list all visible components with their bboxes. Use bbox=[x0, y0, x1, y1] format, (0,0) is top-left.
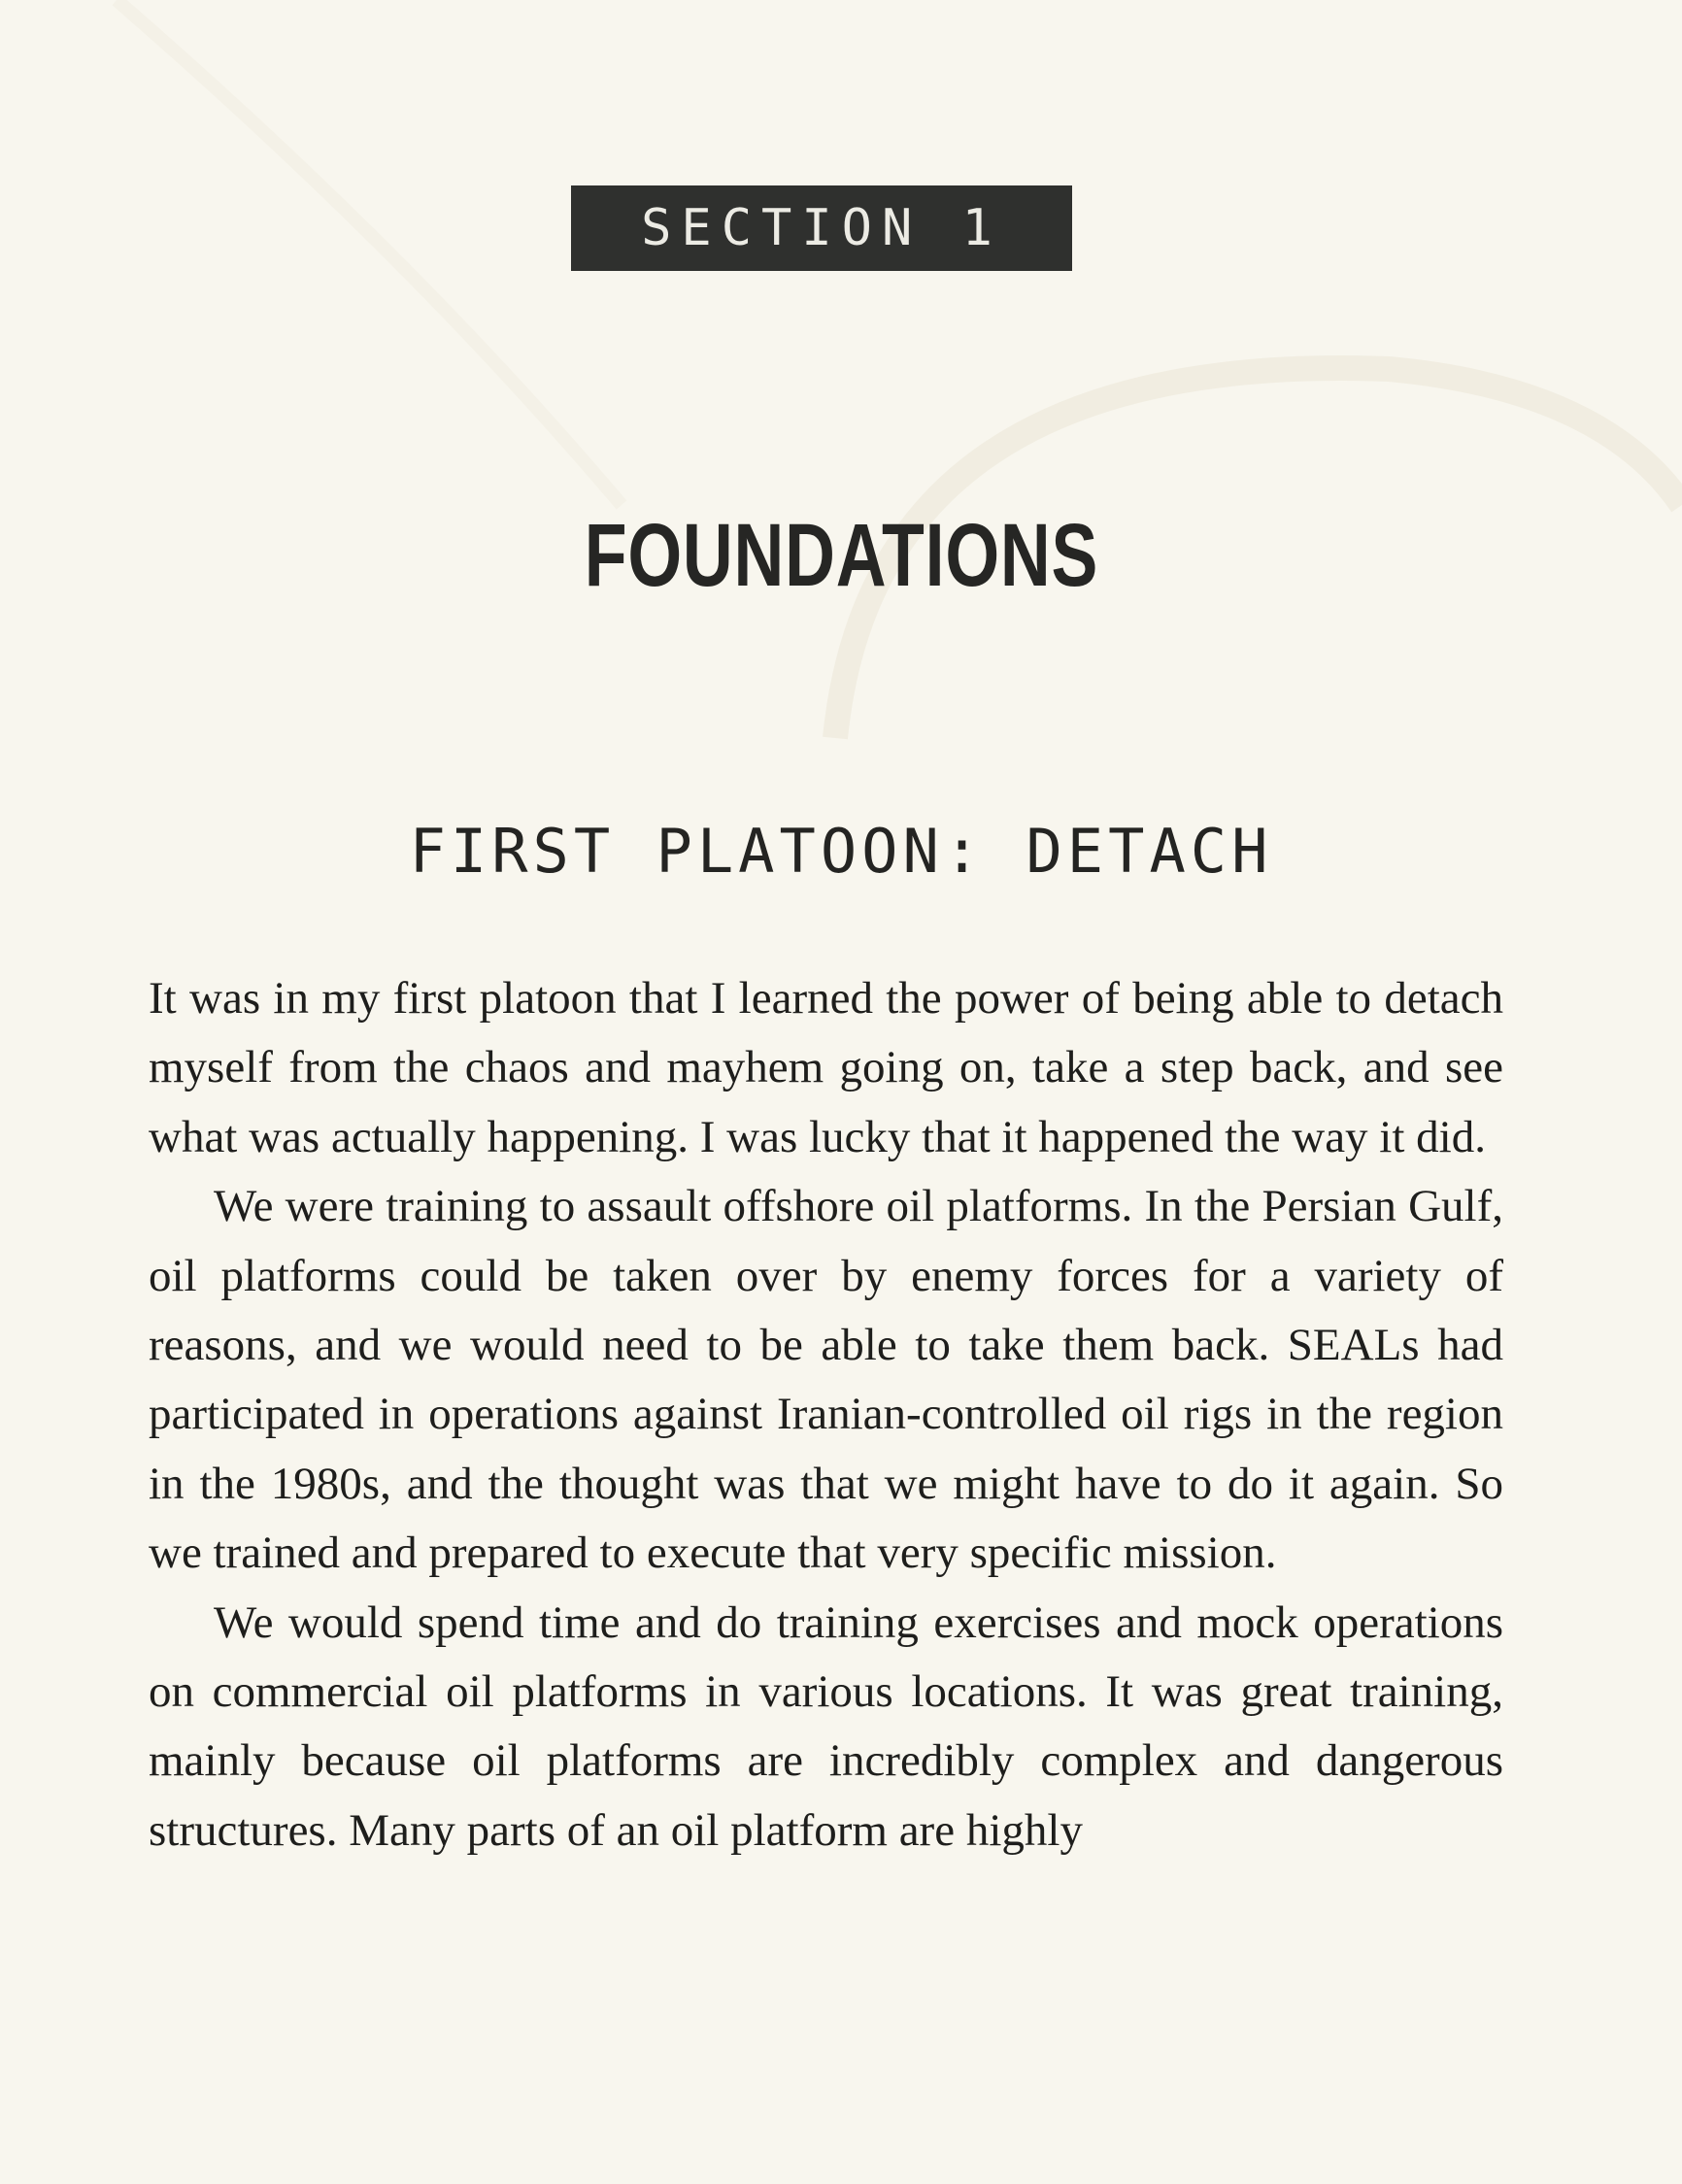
paragraph: It was in my first platoon that I learned the power of being able to detach myself from the chaos and mayhem going on, take a step back, and see what was actually happening. I was lucky that it happened the way it did. bbox=[149, 973, 1503, 1162]
paragraph: We were training to assault offshore oil platforms. In the Persian Gulf, oil platforms could be taken over by enemy forces for a variety of reasons, and we would need to be able to take them back. SEALs had participated in operations against Iranian-controlled oil rigs in the region in the 1980s, and the thought was that we might have to do it again. So we trained and prepared to execute that very specific mission. bbox=[149, 1181, 1503, 1579]
body-text bbox=[149, 964, 1503, 1865]
section-label: SECTION 1 bbox=[571, 185, 1072, 271]
paragraph: We would spend time and do training exercises and mock operations on commercial oil platforms in various locations. It was great training, mainly because oil platforms are incredibly complex and dangerous structures. Many parts of an oil platform are highly bbox=[149, 1596, 1503, 1856]
subchapter-title: FIRST PLATOON: DETACH bbox=[409, 816, 1273, 887]
chapter-title: FOUNDATIONS bbox=[584, 506, 1099, 605]
